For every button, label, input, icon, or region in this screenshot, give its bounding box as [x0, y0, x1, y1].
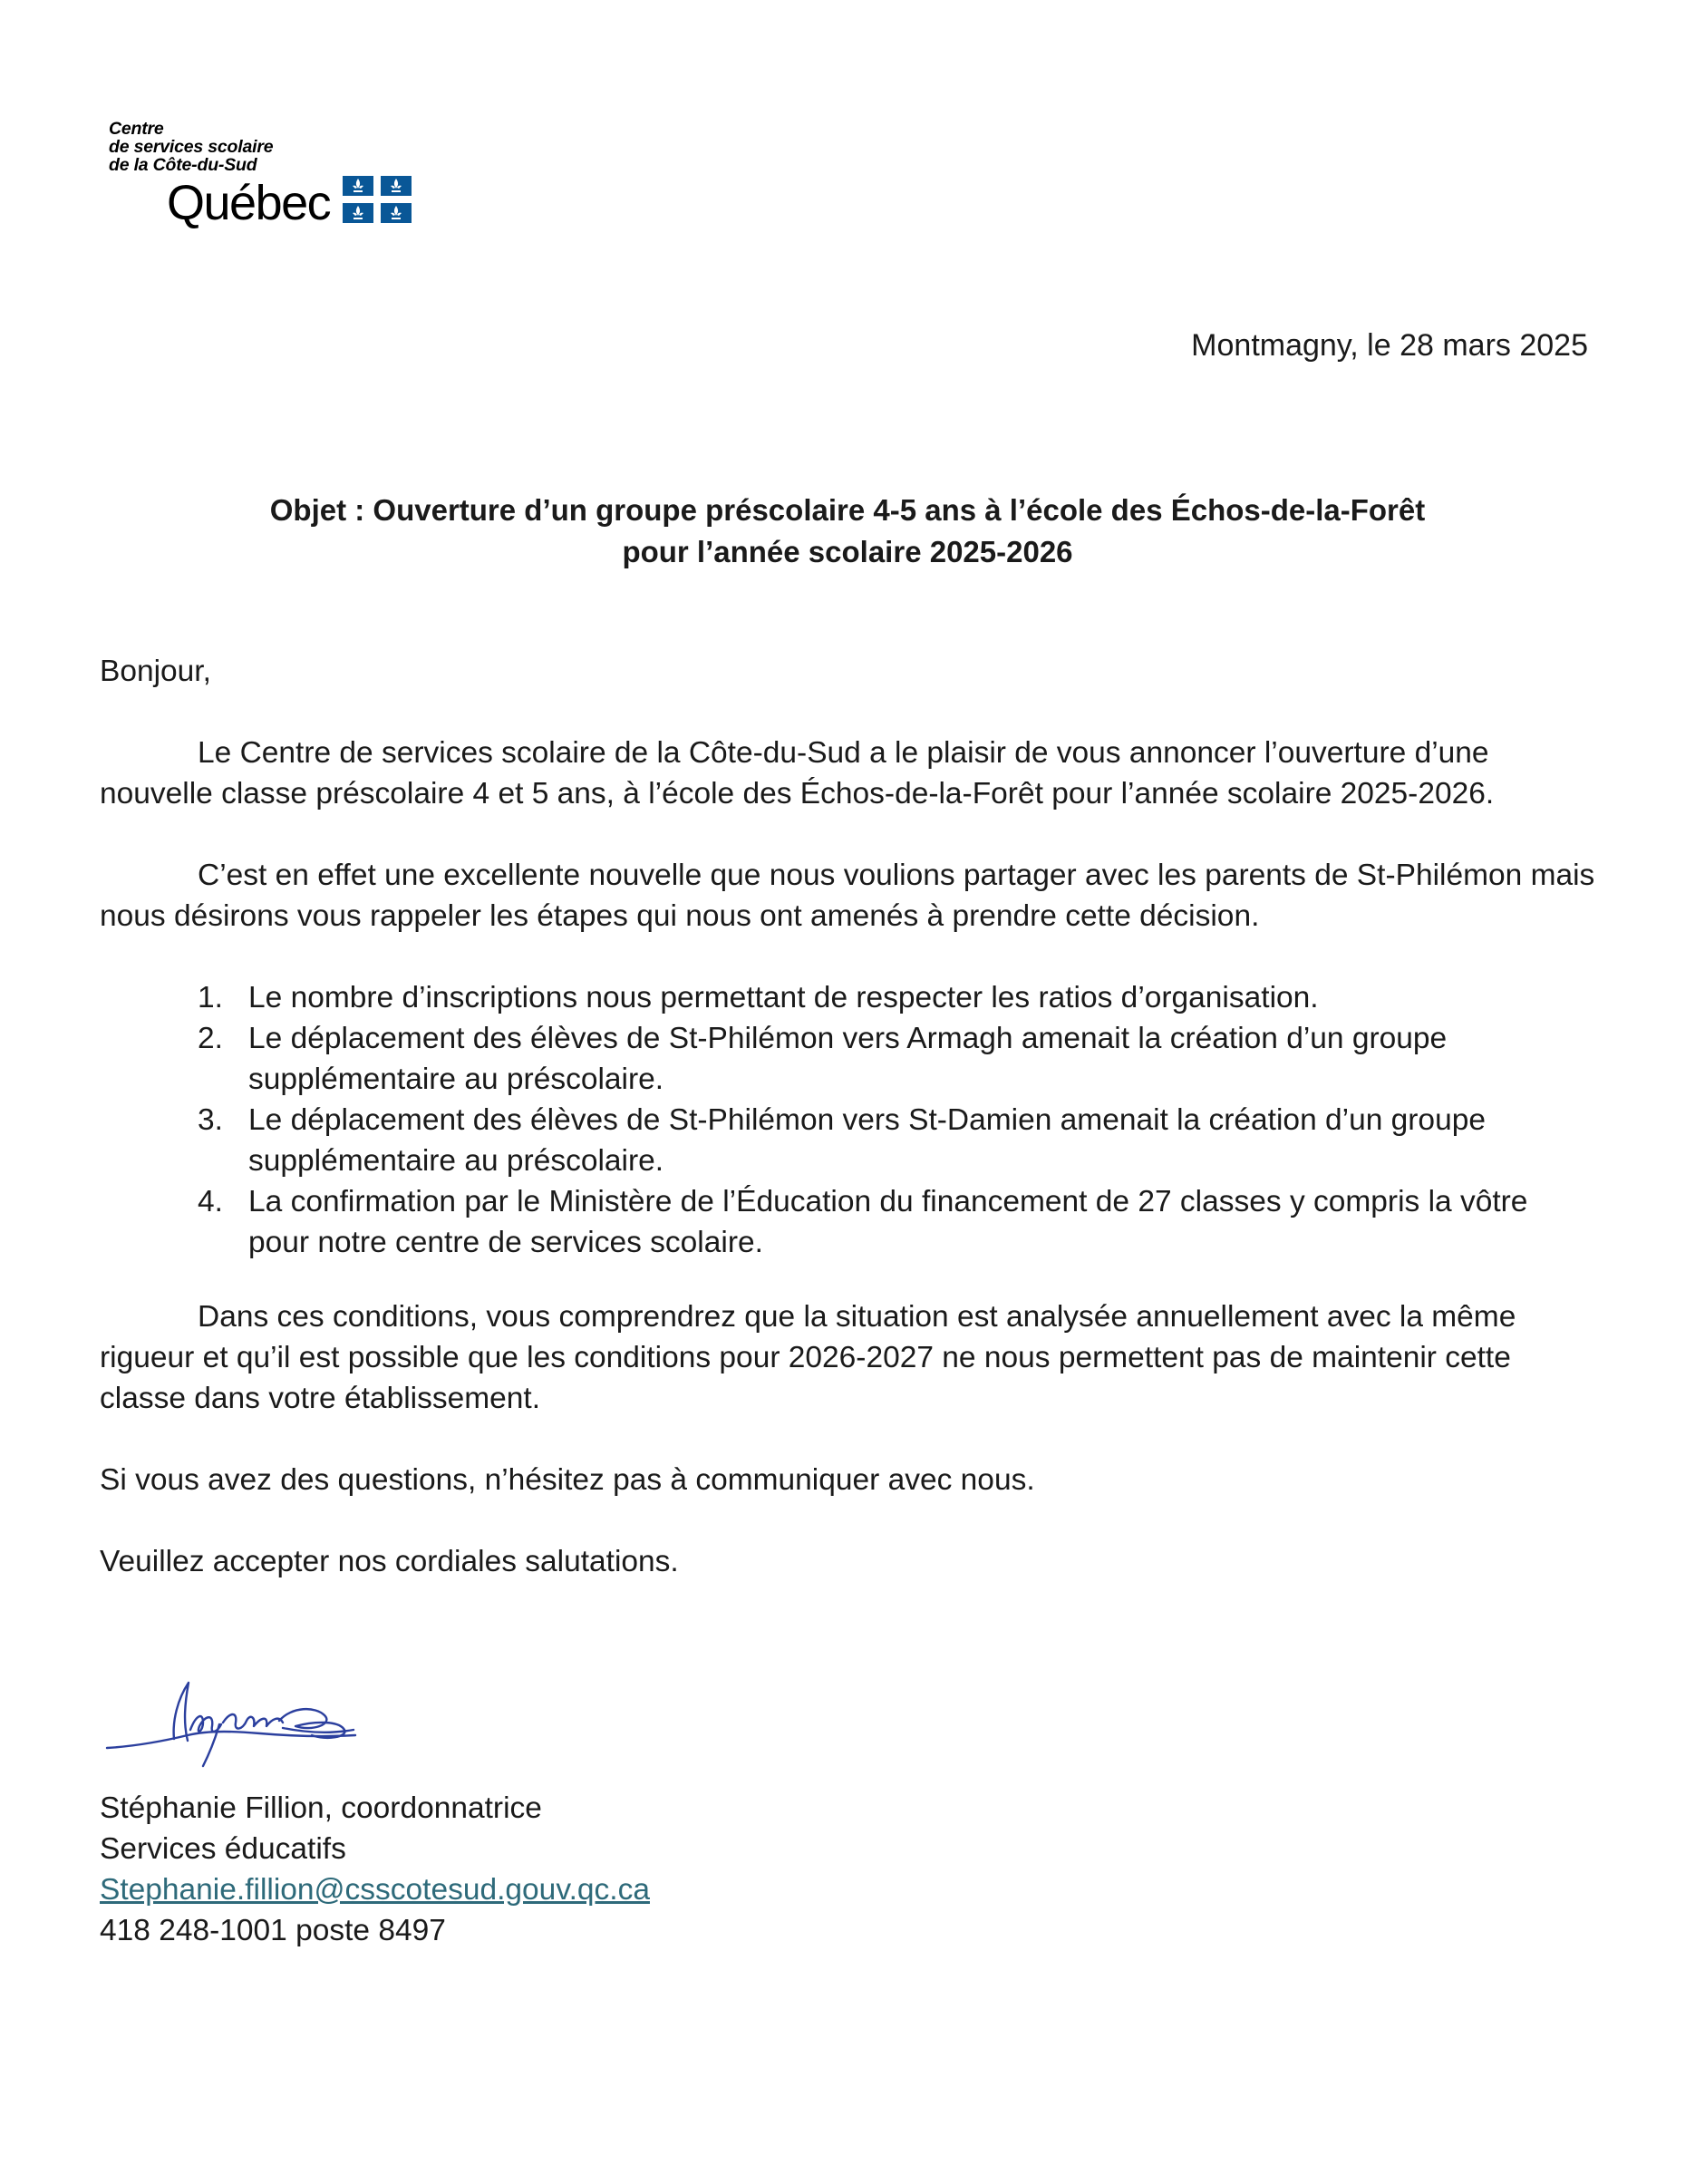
paragraph-conditions: Dans ces conditions, vous comprendrez que la situation est analysée annuellement avec la même rigueur et qu’il est possible que les conditions pour 2026-2027 ne nous permettent pas de maintenir cette classe dans votre établissement. — [100, 1300, 1516, 1415]
list-item-text: Le nombre d’inscriptions nous permettant de respecter les ratios d’organisation. — [248, 981, 1319, 1014]
list-item — [100, 1181, 1550, 1263]
signer-email-link[interactable]: Stephanie.fillion@csscotesud.gouv.qc.ca — [100, 1873, 650, 1907]
logo-line-1: Centre — [109, 119, 164, 139]
list-item — [100, 977, 1550, 1018]
list-item-text: Le déplacement des élèves de St-Philémon vers Armagh amenait la création d’un groupe supplémentaire au préscolaire. — [248, 1022, 1448, 1096]
subject-line-1: Objet : Ouverture d’un groupe préscolaire 4-5 ans à l’école des Échos-de-la-Forêt — [269, 493, 1426, 527]
list-item-number: 1. — [198, 981, 223, 1014]
paragraph-closing: Veuillez accepter nos cordiales salutations. — [100, 1545, 679, 1578]
logo-quebec-wordmark: Québec — [167, 176, 331, 230]
signer-name-title: Stéphanie Fillion, coordonnatrice — [100, 1791, 542, 1825]
letter-date: Montmagny, le 28 mars 2025 — [1191, 328, 1588, 363]
signer-phone: 418 248-1001 poste 8497 — [100, 1914, 446, 1947]
list-item-text: Le déplacement des élèves de St-Philémon vers St-Damien amenait la création d’un groupe supplémentaire au préscolaire. — [248, 1103, 1486, 1178]
paragraph-announcement: Le Centre de services scolaire de la Côte-du-Sud a le plaisir de vous annoncer l’ouverture d’une nouvelle classe préscolaire 4 et 5 ans, à l’école des Échos-de-la-Forêt pour l’année scolaire 2025-2026. — [100, 736, 1495, 811]
logo-line-2: de services scolaire — [109, 137, 274, 157]
signer-block — [100, 1788, 650, 1951]
logo-line-3: de la Côte-du-Sud — [109, 155, 257, 175]
handwritten-signature — [102, 1675, 392, 1775]
quebec-flag-icon — [343, 176, 412, 223]
list-item — [100, 1018, 1550, 1100]
csscs-quebec-logo — [107, 120, 433, 238]
list-item-number: 4. — [198, 1185, 223, 1218]
list-item — [100, 1100, 1550, 1181]
subject-line-2: pour l’année scolaire 2025-2026 — [622, 535, 1073, 568]
list-item-number: 3. — [198, 1103, 223, 1137]
logo-organization-name — [109, 120, 273, 174]
paragraph-questions: Si vous avez des questions, n’hésitez pas à communiquer avec nous. — [100, 1463, 1035, 1497]
paragraph-context: C’est en effet une excellente nouvelle que nous voulions partager avec les parents de St-Philémon mais nous désirons vous rappeler les étapes qui nous ont amenés à prendre cette décision. — [100, 859, 1595, 933]
signer-department: Services éducatifs — [100, 1832, 346, 1866]
letter-subject — [0, 490, 1695, 573]
list-item-text: La confirmation par le Ministère de l’Éducation du financement de 27 classes y compris la vôtre pour notre centre de services scolaire. — [248, 1185, 1528, 1259]
steps-list — [100, 977, 1550, 1263]
list-item-number: 2. — [198, 1022, 223, 1055]
greeting: Bonjour, — [100, 655, 211, 688]
